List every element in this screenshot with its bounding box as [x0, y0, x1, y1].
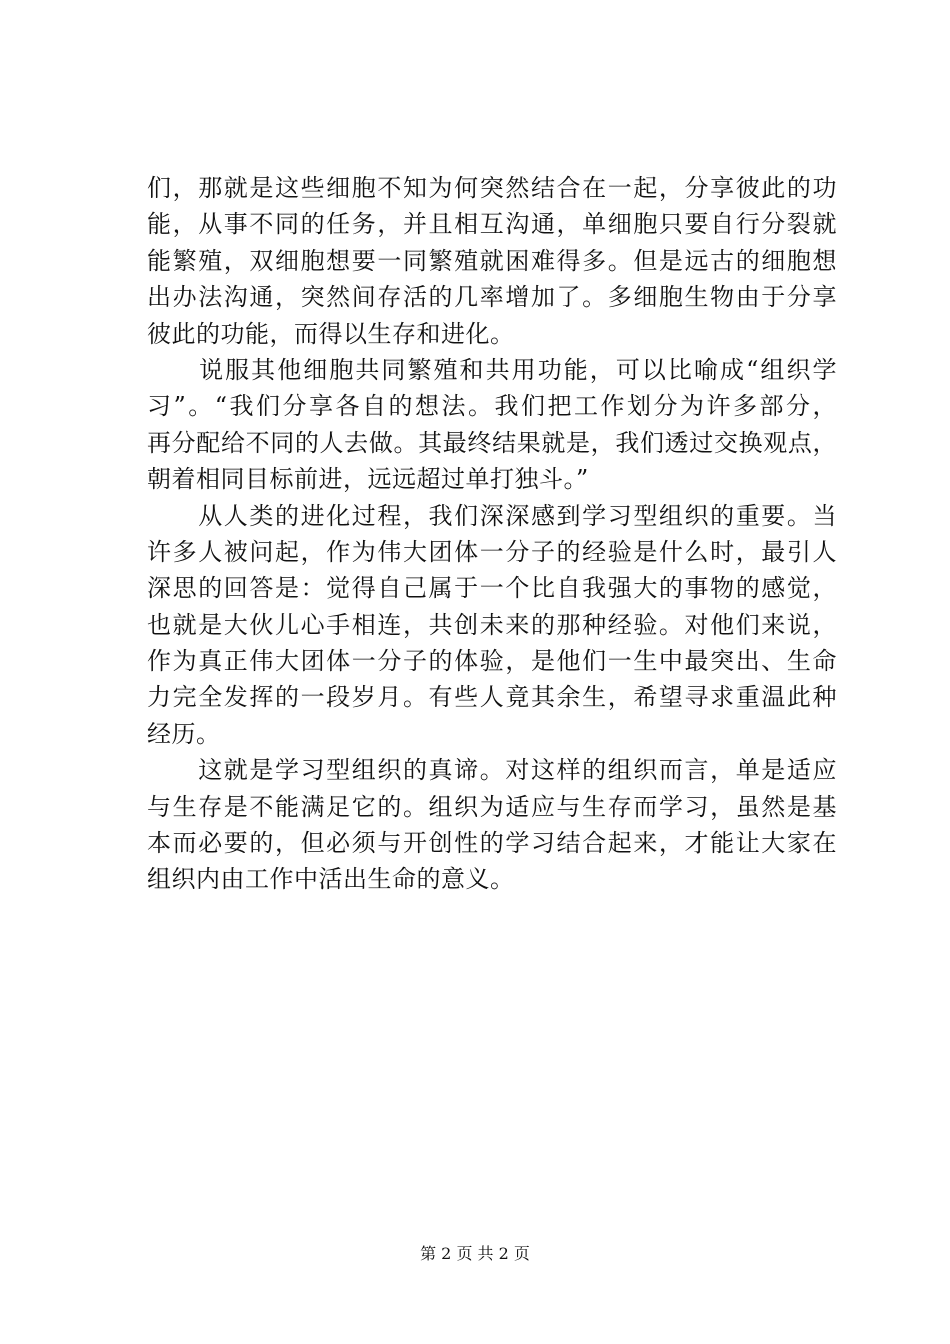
body-text: [147, 170, 837, 898]
page-number-label: 第 2 页 共 2 页: [420, 1244, 530, 1263]
text-line: 经历。: [147, 719, 221, 748]
text-line: 与生存是不能满足它的。组织为适应与生存而学习，虽然是基: [147, 792, 837, 821]
text-line: 习”。“我们分享各自的想法。我们把工作划分为许多部分，: [147, 392, 837, 421]
text-line: 作为真正伟大团体一分子的体验，是他们一生中最突出、生命: [147, 647, 837, 676]
text-line: 彼此的功能，而得以生存和进化。: [147, 319, 515, 348]
text-line: 力完全发挥的一段岁月。有些人竟其余生，希望寻求重温此种: [147, 683, 837, 712]
text-line: 许多人被问起，作为伟大团体一分子的经验是什么时，最引人: [147, 537, 837, 566]
text-line: 深思的回答是：觉得自己属于一个比自我强大的事物的感觉，: [147, 574, 837, 603]
text-line: 再分配给不同的人去做。其最终结果就是，我们透过交换观点，: [147, 428, 837, 457]
text-line: 们，那就是这些细胞不知为何突然结合在一起，分享彼此的功: [147, 174, 837, 202]
text-line: 说服其他细胞共同繁殖和共用功能，可以比喻成“组织学: [147, 355, 837, 384]
text-line: 也就是大伙儿心手相连，共创未来的那种经验。对他们来说，: [147, 610, 837, 639]
text-line: 这就是学习型组织的真谛。对这样的组织而言，单是适应: [147, 756, 837, 785]
text-line: 从人类的进化过程，我们深深感到学习型组织的重要。当: [147, 501, 837, 530]
page-footer: [0, 1243, 950, 1265]
text-line: 能繁殖，双细胞想要一同繁殖就困难得多。但是远古的细胞想: [147, 246, 837, 275]
text-line: 朝着相同目标前进，远远超过单打独斗。”: [147, 465, 589, 494]
text-line: 组织内由工作中活出生命的意义。: [147, 865, 515, 894]
text-line: 本而必要的，但必须与开创性的学习结合起来，才能让大家在: [147, 829, 837, 858]
text-line: 出办法沟通，突然间存活的几率增加了。多细胞生物由于分享: [147, 283, 837, 312]
text-line: 能，从事不同的任务，并且相互沟通，单细胞只要自行分裂就: [147, 210, 837, 239]
